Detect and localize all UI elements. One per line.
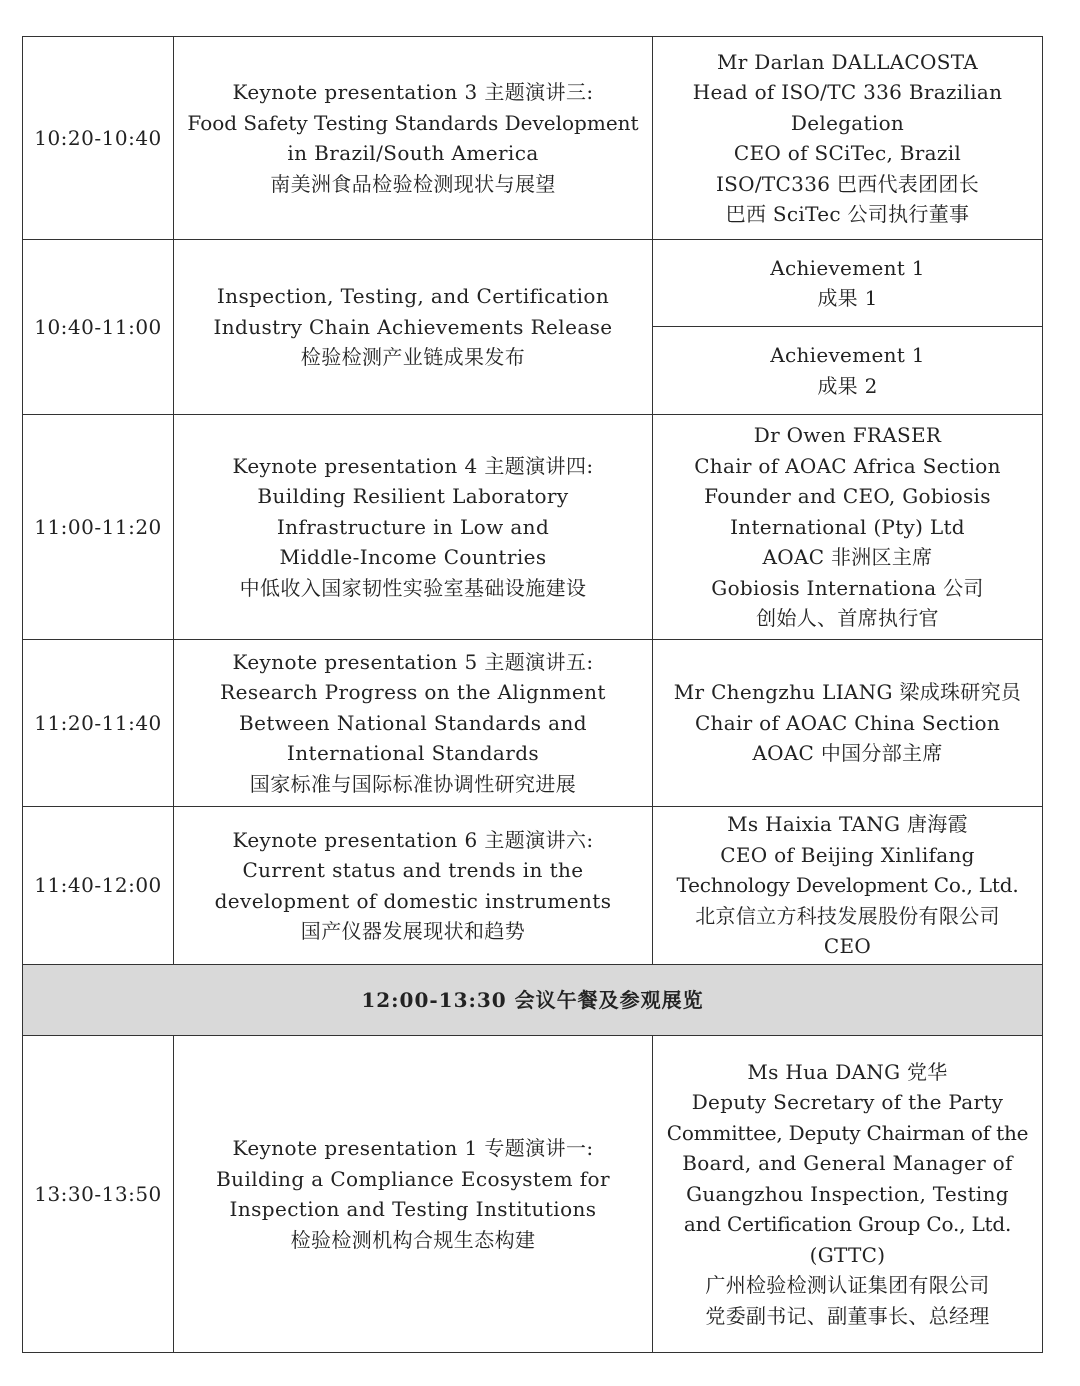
session-time: 10:40-11:00 [23, 240, 174, 415]
session-speaker: Ms Hua DANG 党华 Deputy Secretary of the Party Committee, Deputy Chairman of the Board, and General Manager of Guangzhou Inspection, Testing and Certification Group Co., Ltd. (GTTC) 广州检验检测认证集团有限公司 党委副书记、副董事长、总经理 [653, 1036, 1043, 1353]
session-topic: Inspection, Testing, and Certification Industry Chain Achievements Release 检验检测产业链成果发布 [174, 240, 653, 415]
lunch-row [23, 965, 1043, 1036]
session-row [23, 807, 1043, 965]
session-row [23, 640, 1043, 807]
session-row [23, 240, 1043, 327]
session-topic: Keynote presentation 3 主题演讲三: Food Safety Testing Standards Development in Brazil/South America 南美洲食品检验检测现状与展望 [174, 37, 653, 240]
session-row [23, 415, 1043, 640]
session-topic: Keynote presentation 4 主题演讲四: Building Resilient Laboratory Infrastructure in Low and Middle-Income Countries 中低收入国家韧性实验室基础设施建设 [174, 415, 653, 640]
session-speaker: Mr Darlan DALLACOSTA Head of ISO/TC 336 Brazilian Delegation CEO of SCiTec, Brazil ISO/TC336 巴西代表团团长 巴西 SciTec 公司执行董事 [653, 37, 1043, 240]
session-topic: Keynote presentation 5 主题演讲五: Research Progress on the Alignment Between National Standards and International Standards 国家标准与国际标准协调性研究进展 [174, 640, 653, 807]
session-time: 10:20-10:40 [23, 37, 174, 240]
agenda-table [22, 36, 1043, 1353]
session-speaker: Mr Chengzhu LIANG 梁成珠研究员 Chair of AOAC China Section AOAC 中国分部主席 [653, 640, 1043, 807]
achievement-cell: Achievement 1 成果 1 [653, 240, 1043, 327]
session-speaker: Ms Haixia TANG 唐海霞 CEO of Beijing Xinlifang Technology Development Co., Ltd. 北京信立方科技发展股份有限公司 CEO [653, 807, 1043, 965]
session-row [23, 1036, 1043, 1353]
session-speaker: Dr Owen FRASER Chair of AOAC Africa Section Founder and CEO, Gobiosis International (Pty) Ltd AOAC 非洲区主席 Gobiosis Internationa 公司 创始人、首席执行官 [653, 415, 1043, 640]
session-topic: Keynote presentation 1 专题演讲一: Building a Compliance Ecosystem for Inspection and Testing Institutions 检验检测机构合规生态构建 [174, 1036, 653, 1353]
achievement-cell: Achievement 1 成果 2 [653, 327, 1043, 415]
session-row [23, 37, 1043, 240]
session-time: 11:40-12:00 [23, 807, 174, 965]
session-time: 11:20-11:40 [23, 640, 174, 807]
session-time: 11:00-11:20 [23, 415, 174, 640]
lunch-break-label: 12:00-13:30 会议午餐及参观展览 [23, 965, 1043, 1036]
session-time: 13:30-13:50 [23, 1036, 174, 1353]
session-topic: Keynote presentation 6 主题演讲六: Current status and trends in the development of domestic instruments 国产仪器发展现状和趋势 [174, 807, 653, 965]
